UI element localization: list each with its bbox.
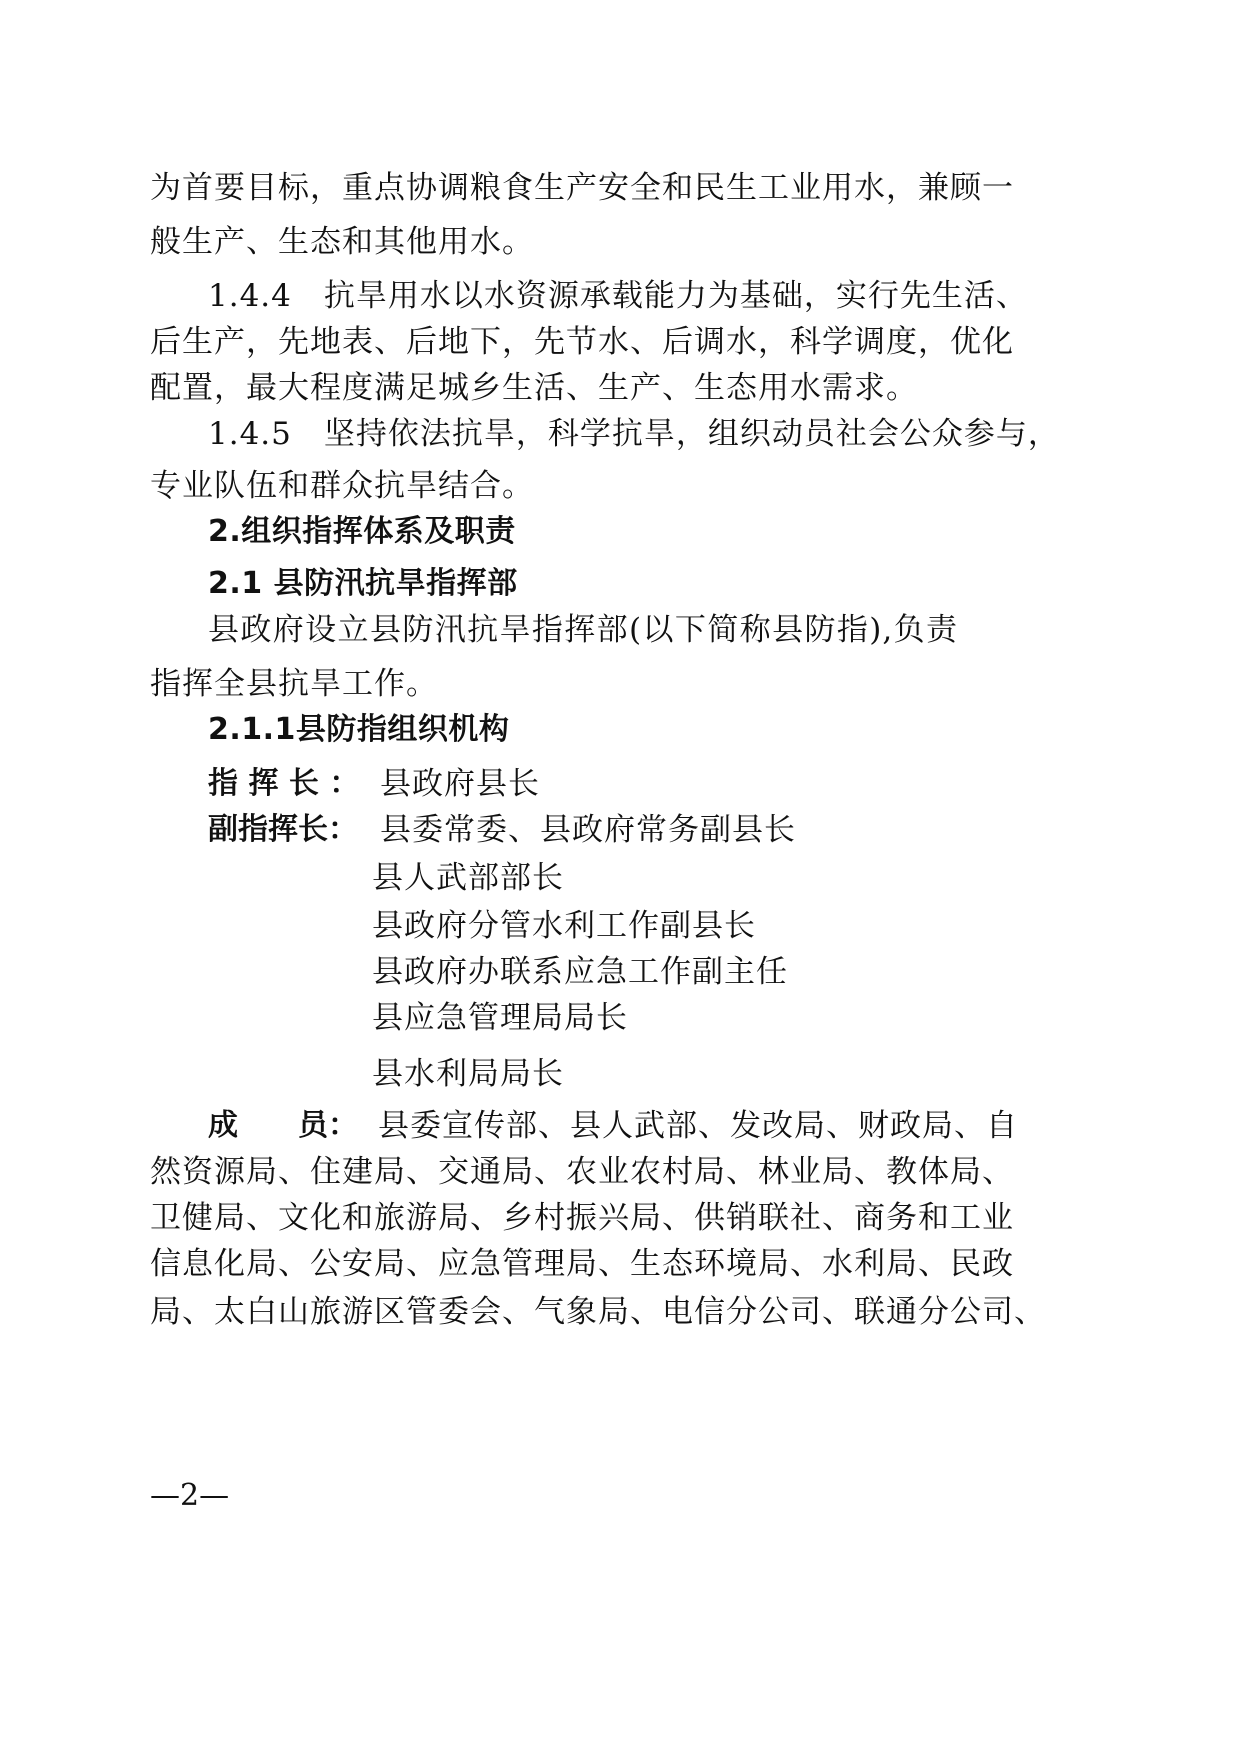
- members-line: 然资源局、住建局、交通局、农业农村局、林业局、教体局、: [150, 1154, 1014, 1190]
- deputy-item: 县人武部部长: [372, 860, 564, 896]
- deputy-item: 县水利局局长: [372, 1056, 564, 1092]
- deputy-item: 县政府分管水利工作副县长: [372, 908, 756, 944]
- body-line: 配置，最大程度满足城乡生活、生产、生态用水需求。: [150, 370, 918, 406]
- commander-label: 指 挥 长 ：: [208, 766, 360, 801]
- deputy-item: 县应急管理局局长: [372, 1000, 628, 1036]
- subsubsection-heading: 2.1.1县防指组织机构: [208, 712, 510, 747]
- members-line: 信息化局、公安局、应急管理局、生态环境局、水利局、民政: [150, 1246, 1014, 1282]
- body-line: 县政府设立县防汛抗旱指挥部(以下简称县防指),负责: [208, 612, 958, 648]
- members-line: 局、太白山旅游区管委会、气象局、电信分公司、联通分公司、: [150, 1294, 1046, 1330]
- deputy-item: 县政府办联系应急工作副主任: [372, 954, 788, 990]
- subsection-heading: 2.1 县防汛抗旱指挥部: [208, 566, 518, 601]
- deputy-item: 县委常委、县政府常务副县长: [380, 812, 796, 848]
- body-line: 指挥全县抗旱工作。: [150, 666, 438, 702]
- page-number: —2—: [150, 1478, 230, 1513]
- body-line: 般生产、生态和其他用水。: [150, 224, 534, 260]
- body-line: 1.4.4 抗旱用水以水资源承载能力为基础，实行先生活、: [208, 278, 1028, 314]
- body-line: 1.4.5 坚持依法抗旱，科学抗旱，组织动员社会公众参与，: [208, 416, 1060, 452]
- deputy-label: 副指挥长：: [208, 812, 358, 847]
- members-line: 卫健局、文化和旅游局、乡村振兴局、供销联社、商务和工业: [150, 1200, 1014, 1236]
- body-line: 后生产，先地表、后地下，先节水、后调水，科学调度，优化: [150, 324, 1014, 360]
- members-label: 成 员：: [208, 1108, 358, 1143]
- commander-value: 县政府县长: [380, 766, 540, 802]
- section-heading: 2.组织指挥体系及职责: [208, 514, 516, 549]
- body-line: 专业队伍和群众抗旱结合。: [150, 468, 534, 504]
- body-line: 为首要目标，重点协调粮食生产安全和民生工业用水，兼顾一: [150, 170, 1014, 206]
- members-line: 县委宣传部、县人武部、发改局、财政局、自: [378, 1108, 1018, 1144]
